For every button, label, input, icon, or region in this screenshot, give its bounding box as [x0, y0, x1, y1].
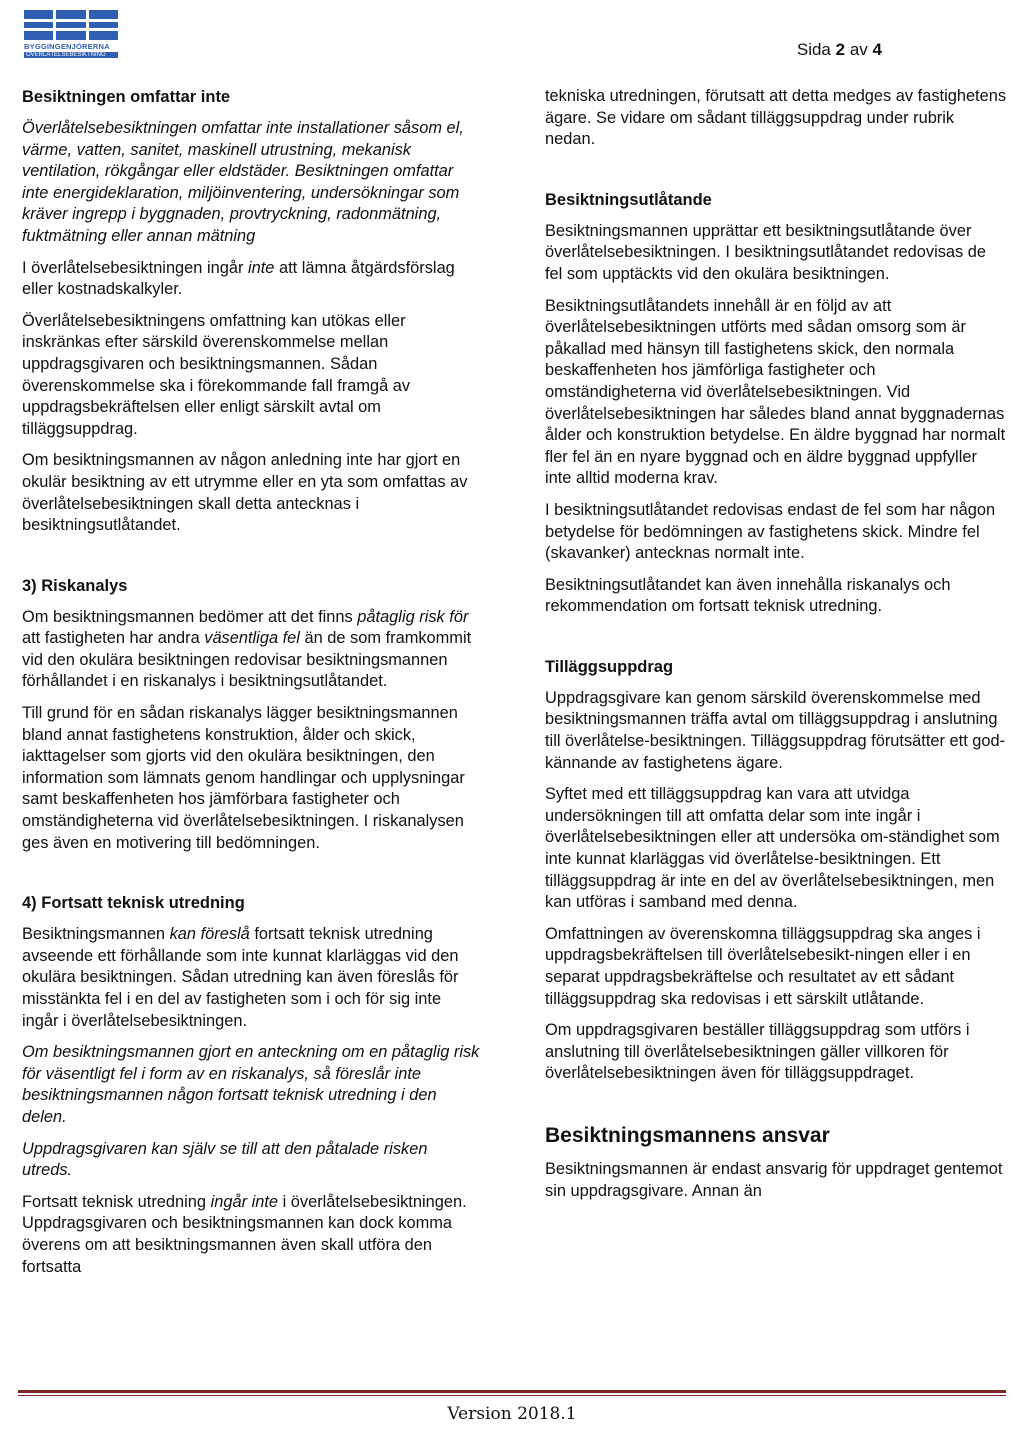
paragraph: Besiktningsmannen är endast ansvarig för uppdraget gentemot sin uppdragsgivare. Annan än	[545, 1159, 1003, 1200]
logo-mark	[24, 10, 118, 40]
paragraph: Syftet med ett tilläggsuppdrag kan vara att utvidga undersökningen till att omfatta delar som inte ingår i överlåtelsebesiktningen eller att undersöka om-ständighet som inte kunnat klarläggas vid överlåtelse-besiktningen. Ett tilläggsuppdrag är inte en del av överlåtelsebesiktningen, men kan utföras i samband med denna.	[545, 785, 1000, 912]
paragraph: Omfattningen av överenskomna tilläggsuppdrag ska anges i uppdragsbekräftelsen till överlåtelsebesikt-ningen eller i en separat uppdragsbekräftelse och resultatet av ett sådant tilläggsuppdrag ska redovisas i ett särskilt utlåtande.	[545, 924, 981, 1008]
paragraph: Till grund för en sådan riskanalys lägger besiktningsmannen bland annat fastighetens konstruktion, ålder och skick, iakttagelser som gjorts vid den okulära besiktningen, den information som lämnats genom handlingar och upplysningar samt beskaffenheten hos jämförbara fastigheter och omständigheterna vid överlåtelsebesiktningen. I riskanalysen ges även en motivering till bedömningen.	[22, 704, 465, 852]
paragraph: Överlåtelsebesiktningen omfattar inte installationer såsom el, värme, vatten, sanitet, maskinell utrustning, mekanisk ventilation, rökgångar eller eldstäder. Besiktningen omfattar inte energideklaration, miljöinventering, undersökningar som kräver ingrepp i byggnaden, provtryckning, radonmätning, fuktmätning eller annan mätning	[22, 119, 464, 245]
footer-rule-thin	[18, 1395, 1006, 1396]
logo-name: BYGGINGENJÖRERNA	[24, 42, 110, 51]
company-logo	[24, 10, 118, 58]
paragraph: Om besiktningsmannen bedömer att det finns påtaglig risk för att fastigheten har andra väsentliga fel än de som framkommit vid den okulära besiktningen redovisar besiktningsmannen förhållandet i en riskanalys i besiktningsutlåtandet.	[22, 607, 472, 691]
paragraph: Besiktningsutlåtandets innehåll är en följd av att överlåtelsebesiktningen utförts med sådan omsorg som är påkallad med hänsyn till fastighetens skick, den normala beskaffenheten hos jämförliga fastigheter och omständigheterna vid överlåtelsebesiktningen. Vid överlåtelsebesiktningen har således bland annat byggnadernas ålder och konstruktion betydelse. En äldre byggnad har normalt fler fel än en nyare byggnad och en äldre byggnad uppfyller inte alltid moderna krav.	[545, 296, 1006, 488]
paragraph: Om besiktningsmannen av någon anledning inte har gjort en okulär besiktning av ett utrymme eller en yta som omfattas av överlåtelsebesiktningen skall detta antecknas i besiktningsutlåtandet.	[22, 451, 468, 535]
section-title: Besiktningsmannens ansvar	[545, 1123, 830, 1147]
paragraph: Uppdragsgivaren kan själv se till att den påtalade risken utreds.	[22, 1139, 428, 1180]
paragraph: Fortsatt teknisk utredning ingår inte i överlåtelsebesiktningen. Uppdragsgivaren och besiktningsmannen kan dock komma överens om att besiktningsmannen även skall utföra den fortsatta	[22, 1192, 467, 1276]
section-heading: Tilläggsuppdrag	[545, 657, 674, 676]
paragraph: I besiktningsutlåtandet redovisas endast de fel som har någon betydelse för bedömningen av fastighetens skick. Mindre fel (skavanker) antecknas normalt inte.	[545, 500, 996, 563]
version-footer: Version 2018.1	[447, 1404, 577, 1424]
right-column	[545, 86, 1007, 1212]
section-heading: Besiktningen omfattar inte	[22, 88, 231, 106]
page-number: Sida 2 av 4	[796, 40, 882, 59]
paragraph: tekniska utredningen, förutsatt att detta medges av fastighetens ägare. Se vidare om sådant tilläggsuppdrag under rubrik nedan.	[545, 87, 1007, 149]
logo-subtitle: ÖVERLÅTELSEBESIKTNING	[24, 52, 118, 58]
left-column	[22, 86, 482, 1288]
paragraph: I överlåtelsebesiktningen ingår inte att lämna åtgärdsförslag eller kostnadskalkyler.	[22, 258, 455, 299]
paragraph: Besiktningsutlåtandet kan även innehålla riskanalys och rekommendation om fortsatt teknisk utredning.	[545, 575, 951, 616]
paragraph: Överlåtelsebesiktningens omfattning kan utökas eller inskränkas efter särskild överenskommelse mellan uppdragsgivaren och besiktningsmannen. Sådan överenskommelse ska i förekommande fall framgå av uppdragsbekräftelsen eller enligt särskilt avtal om tilläggsuppdrag.	[22, 311, 411, 438]
paragraph: Besiktningsmannen upprättar ett besiktningsutlåtande över överlåtelsebesiktningen. I besiktningsutlåtandet redovisas de fel som upptäckts vid den okulära besiktningen.	[545, 221, 987, 283]
section-heading: 3) Riskanalys	[22, 576, 128, 595]
paragraph: Om besiktningsmannen gjort en anteckning om en påtaglig risk för väsentligt fel i form av en riskanalys, så föreslår inte besiktningsmannen någon fortsatt teknisk utredning i den delen.	[22, 1043, 480, 1126]
section-heading: 4) Fortsatt teknisk utredning	[22, 894, 245, 913]
paragraph: Besiktningsmannen kan föreslå fortsatt teknisk utredning avseende ett förhållande som inte kunnat klarläggas vid den okulära besiktningen. Sådan utredning kan även föreslås för misstänkta fel i en del av fastigheten som i och för sig inte ingår i överlåtelsebesiktningen.	[22, 925, 459, 1030]
paragraph: Uppdragsgivare kan genom särskild överenskommelse med besiktningsmannen träffa avtal om tilläggsuppdrag i anslutning till överlåtelse-besiktningen. Tilläggsuppdrag förutsätter ett god-kännande av fastighetens ägare.	[545, 688, 1006, 772]
footer-rule	[18, 1390, 1006, 1393]
section-heading: Besiktningsutlåtande	[545, 190, 712, 209]
paragraph: Om uppdragsgivaren beställer tilläggsuppdrag som utförs i anslutning till överlåtelsebesiktningen gäller villkoren för överlåtelsebesiktningen även för tilläggsuppdraget.	[545, 1021, 970, 1083]
